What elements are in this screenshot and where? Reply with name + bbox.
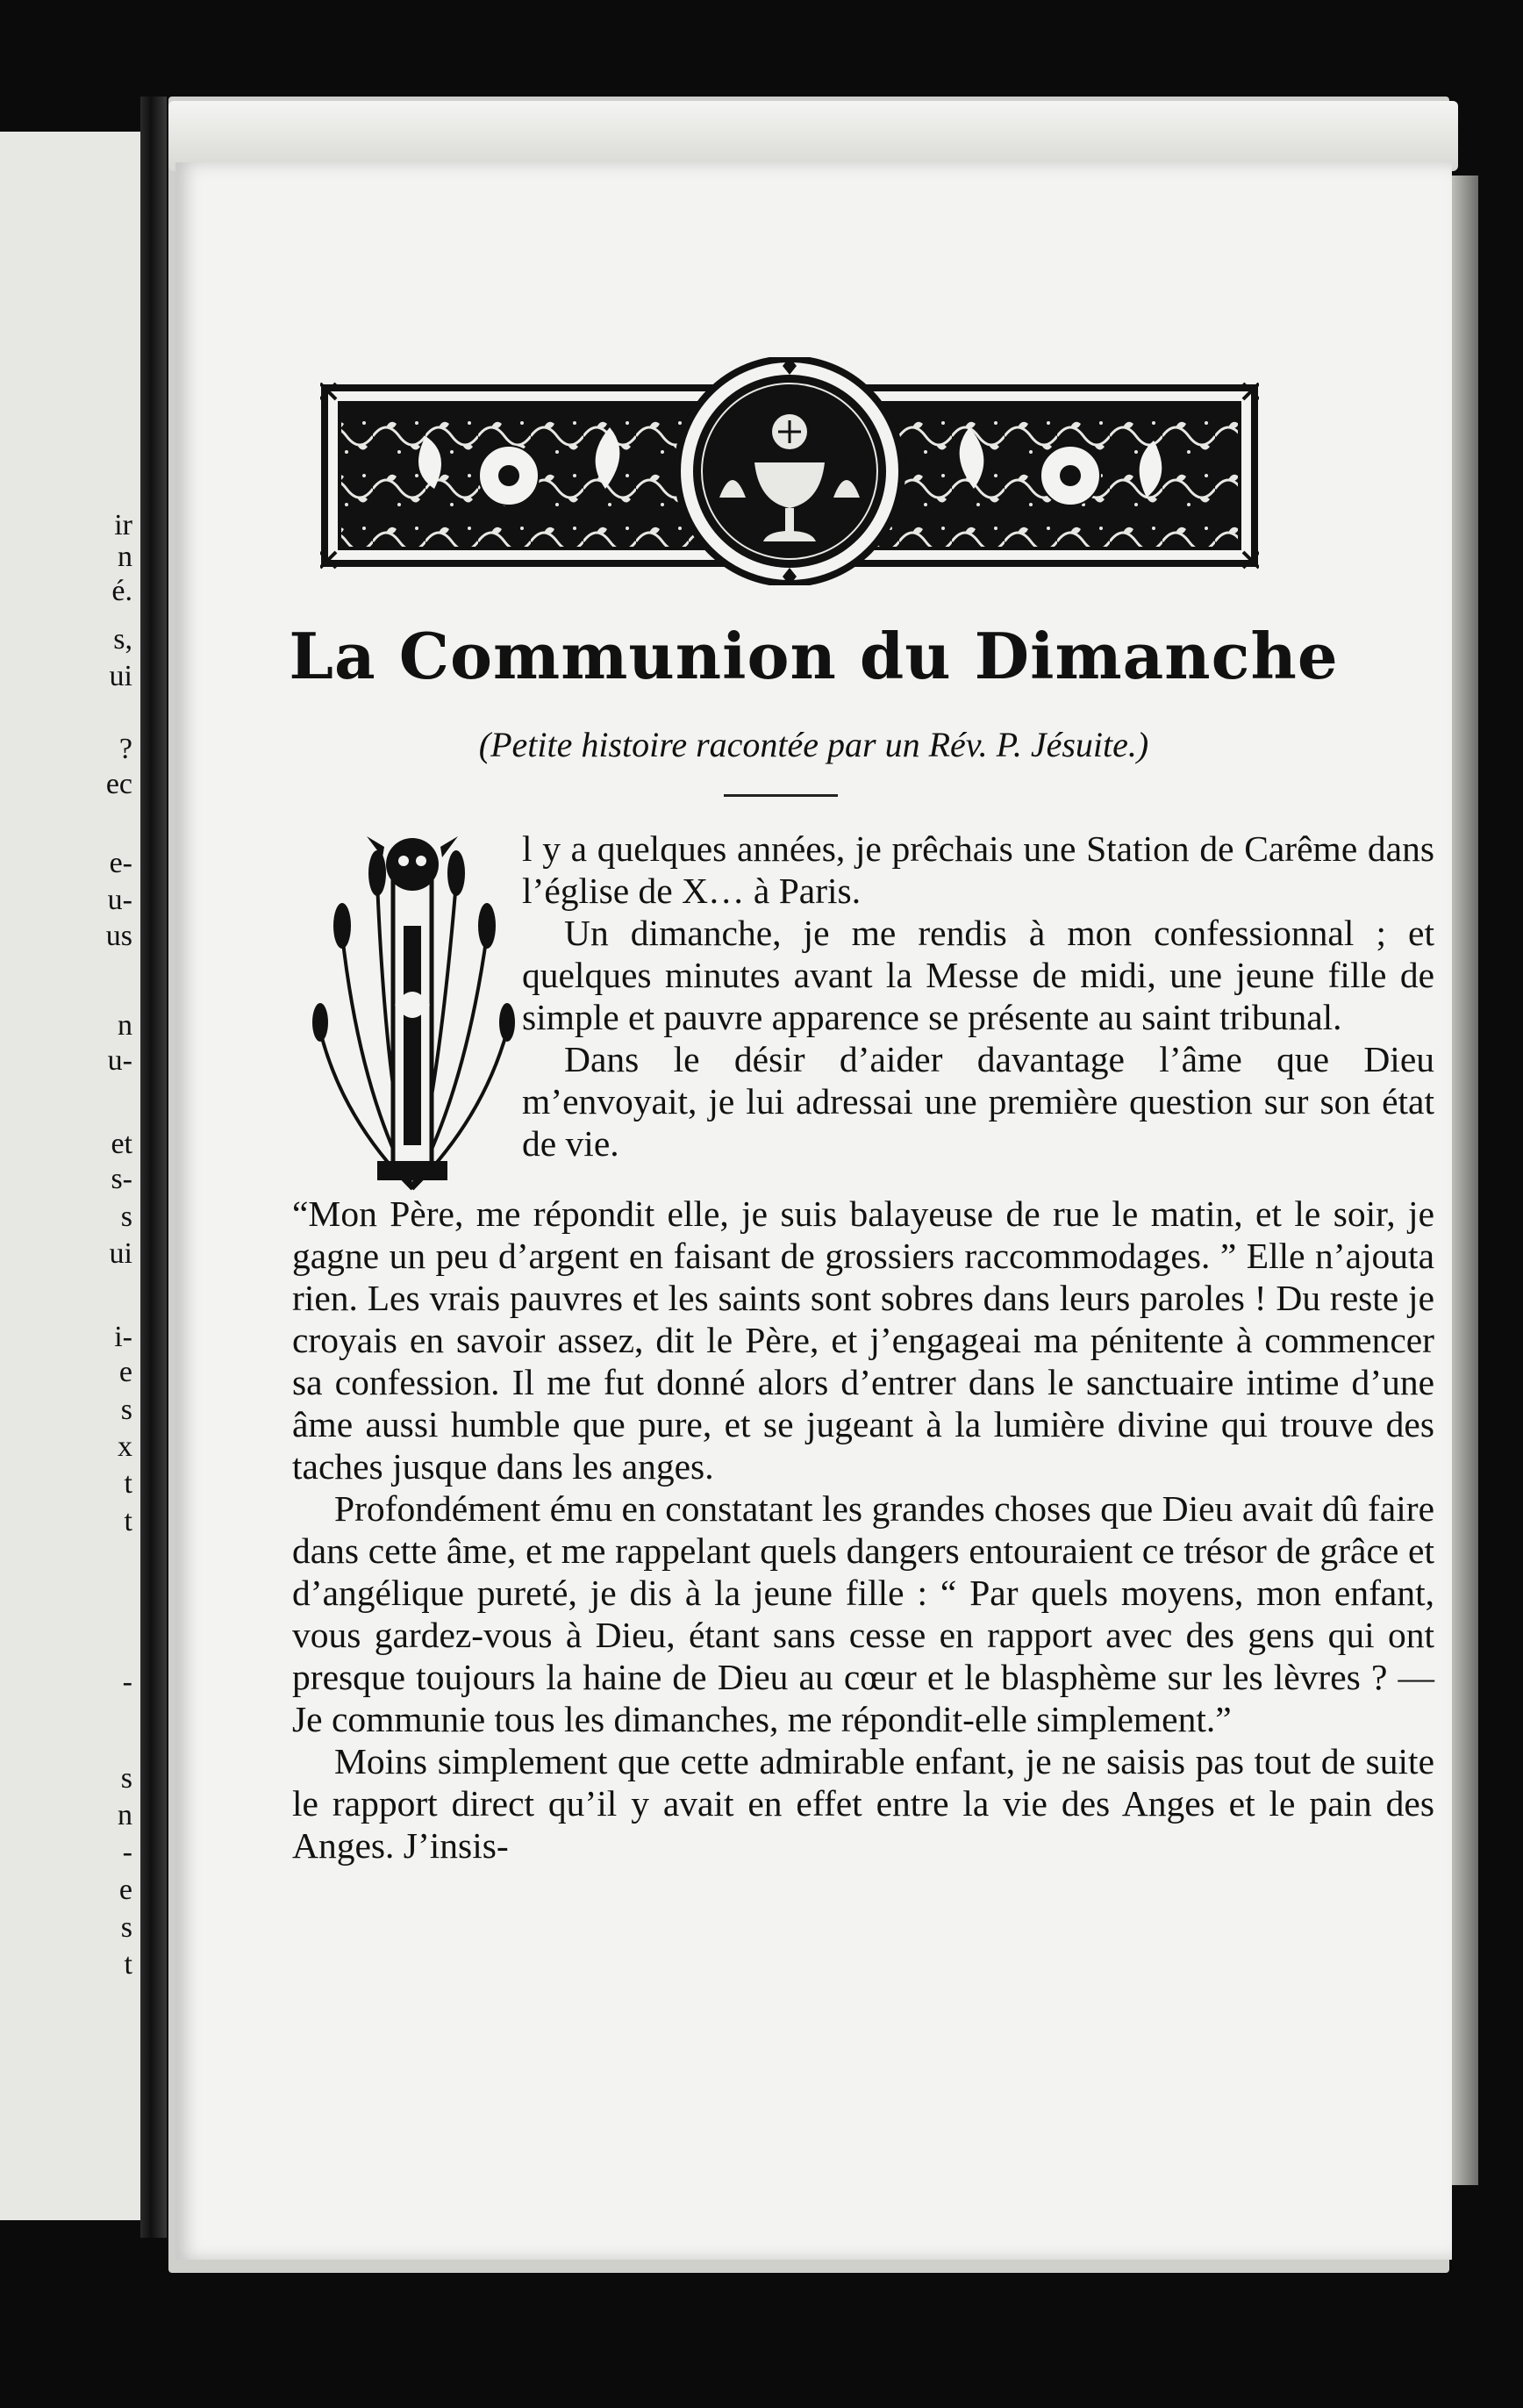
- fragment: us: [105, 920, 132, 952]
- title-divider: [724, 794, 838, 797]
- fragment: é.: [111, 575, 132, 607]
- fragment: e-: [109, 847, 132, 879]
- fragment: -: [122, 1836, 132, 1868]
- fragment: x: [118, 1430, 132, 1463]
- fragment: ui: [109, 1237, 132, 1270]
- article-subtitle: (Petite histoire racontée par un Rév. P. Jésuite.): [478, 725, 1149, 764]
- paragraph-3-start: Dans le désir d’aider davantage l’âme que Dieu m’envoyait, je lui adressai une première question sur son état de vie.: [522, 1039, 1434, 1164]
- fragment: et: [111, 1128, 132, 1160]
- paragraph-2: Un dimanche, je me rendis à mon confessionnal ; et quelques minutes avant la Messe de midi, une jeune fille de simple et pauvre apparence se présente au saint tribunal.: [522, 913, 1434, 1037]
- paragraph-3-continued: “Mon Père, me répondit elle, je suis balayeuse de rue le matin, et le soir, je gagne un peu d’argent en faisant de grossiers raccommodages. ” Elle n’ajouta rien. Les vrais pauvres et les saints sont sobres dans leurs paroles ! Du reste je croyais en savoir assez, dit le Père, et j’engageai ma pénitente à commencer sa confession. Il me fut donné alors d’entrer dans le sanctuaire intime d’une âme aussi humble que pure, et se jugeant à la lumière divine qui trouve des taches jusque dans les anges.: [292, 1193, 1434, 1487]
- fragment: n: [118, 1799, 132, 1831]
- fragment: s: [120, 1200, 132, 1233]
- fragment: s: [120, 1762, 132, 1795]
- fragment: u-: [107, 884, 132, 916]
- fragment: t: [124, 1505, 132, 1537]
- fragment: e: [118, 1874, 132, 1906]
- fragment: s: [120, 1911, 132, 1944]
- fragment: ir: [114, 509, 132, 541]
- fragment: s,: [113, 623, 132, 656]
- page-stack-right-edge: [1452, 176, 1478, 2185]
- fragment: n: [118, 1009, 132, 1042]
- fragment: -: [122, 1666, 132, 1698]
- text-beside-initial: [522, 828, 1434, 1165]
- book-page: [175, 162, 1452, 2260]
- paragraph-5: Moins simplement que cette admirable enfant, je ne saisis pas tout de suite le rapport direct qu’il y avait en effet entre la vie des Anges et le pain des Anges. J’insis-: [292, 1741, 1434, 1866]
- fragment: i-: [114, 1321, 132, 1353]
- article-title: La Communion du Dimanche: [289, 619, 1339, 693]
- text-full-width: [292, 1193, 1434, 1867]
- fragment: s: [120, 1394, 132, 1426]
- wheat-sheaf-initial-icon: [307, 829, 518, 1207]
- fragment: e: [118, 1356, 132, 1388]
- fragment: s-: [111, 1163, 132, 1195]
- fragment: t: [124, 1948, 132, 1981]
- previous-page: [0, 132, 140, 2220]
- fragment: ec: [105, 768, 132, 800]
- page-stack-top-edge: [168, 101, 1458, 171]
- paragraph-4: Profondément ému en constatant les grandes choses que Dieu avait dû faire dans cette âme, et me rappelant quels dangers entouraient ce trésor de grâce et d’angélique pureté, je dis à la jeune fille : “ Par quels moyens, mon enfant, vous gardez-vous à Dieu, étant sans cesse en rapport avec des gens qui ont presque toujours la haine de Dieu au cœur et le blasphème sur les lèvres ? — Je communie tous les dimanches, me répondit-elle simplement.”: [292, 1488, 1434, 1739]
- book-spine: [140, 97, 167, 2238]
- fragment: t: [124, 1467, 132, 1500]
- fragment: ui: [109, 660, 132, 692]
- paragraph-1: l y a quelques années, je prêchais une Station de Carême dans l’église de X… à Paris.: [522, 828, 1434, 911]
- fragment: u-: [107, 1044, 132, 1077]
- chalice-ornament-banner-icon: [320, 357, 1259, 585]
- fragment: ?: [118, 733, 132, 765]
- fragment: n: [118, 541, 132, 573]
